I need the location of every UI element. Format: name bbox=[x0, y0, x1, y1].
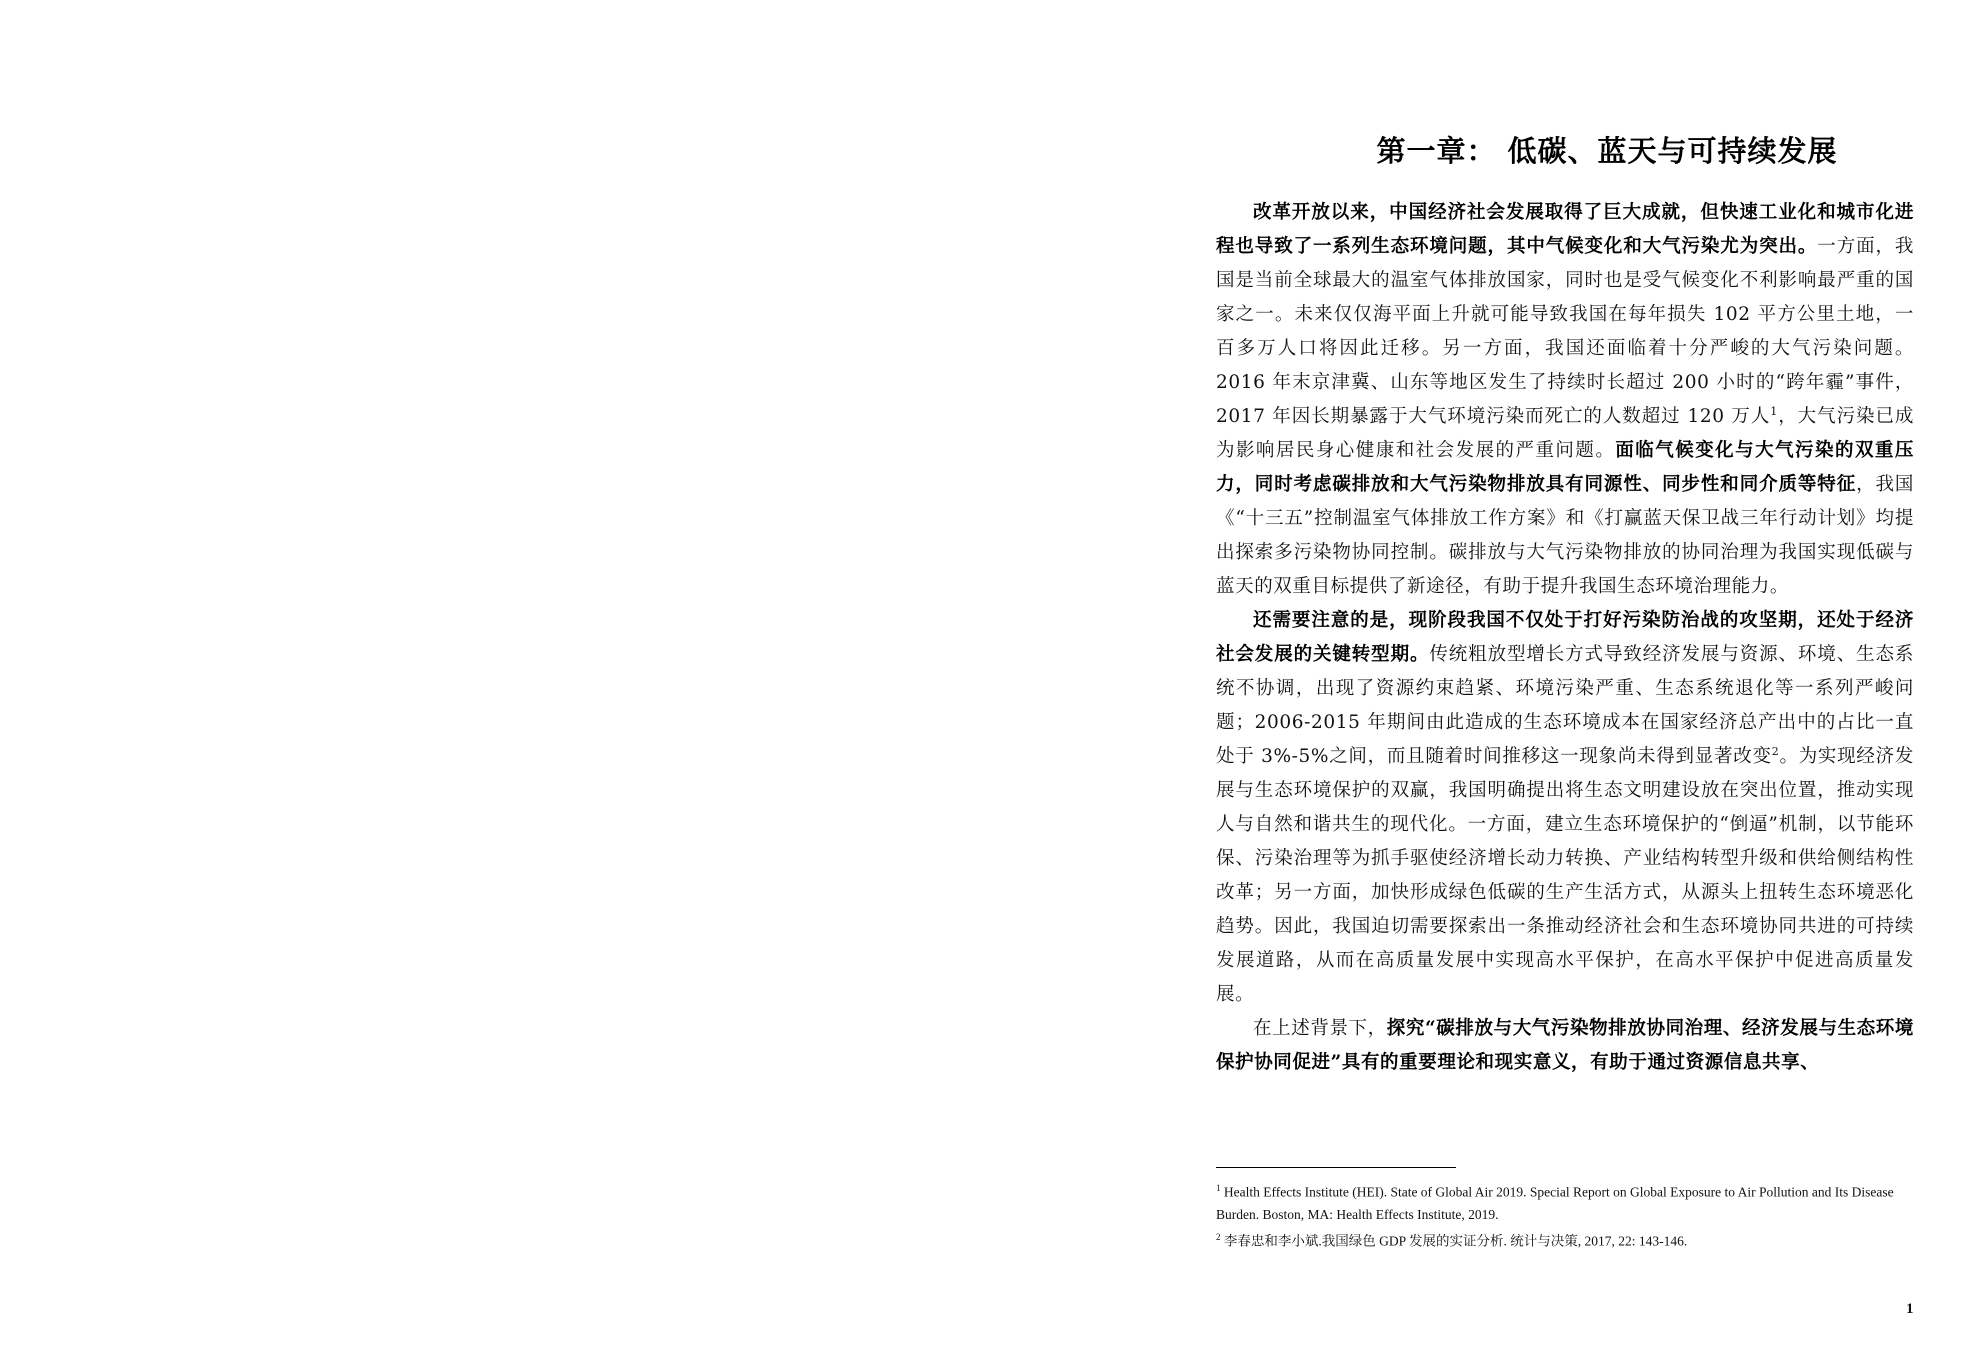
paragraph-2 bbox=[1216, 604, 1914, 1012]
emphasis-text: 还需要注意的是，现阶段我国不仅处于打好污染防治战的攻坚期，还处于经济社会发展的关键转型期。 bbox=[1216, 610, 1914, 665]
emphasis-text: 探究“碳排放与大气污染物排放协同治理、经济发展与生态环境保护协同促进”具有的重要理论和现实意义，有助于通过资源信息共享、 bbox=[1216, 1018, 1914, 1073]
footnotes bbox=[1216, 1177, 1916, 1252]
plain-text: 。为实现经济发展与生态环境保护的双赢，我国明确提出将生态文明建设放在突出位置，推动实现人与自然和谐共生的现代化。一方面，建立生态环境保护的“倒逼”机制，以节能环保、污染治理等为抓手驱使经济增长动力转换、产业结构转型升级和供给侧结构性改革；另一方面，加快形成绿色低碳的生产生活方式，从源头上扭转生态环境恶化趋势。因此，我国迫切需要探索出一条推动经济社会和生态环境协同共进的可持续发展道路，从而在高质量发展中实现高水平保护，在高水平保护中促进高质量发展。 bbox=[1216, 746, 1914, 1005]
footnote-divider bbox=[1216, 1167, 1456, 1168]
paragraph-3 bbox=[1216, 1012, 1914, 1080]
plain-text: 一方面，我国是当前全球最大的温室气体排放国家，同时也是受气候变化不利影响最严重的国家之一。未来仅仅海平面上升就可能导致我国在每年损失 102 平方公里土地，一百多万人口将因此迁移。另一方面，我国还面临着十分严峻的大气污染问题。2016 年末京津冀、山东等地区发生了持续时长超过 200 小时的“跨年霾”事件，2017 年因长期暴露于大气环境污染而死亡的人数超过 120 万人 bbox=[1216, 236, 1914, 427]
footnote-text: Health Effects Institute (HEI). State of Global Air 2019. Special Report on Global Exposure to Air Pollution and Its Disease Burden. Boston, MA: Health Effects Institute, 2019. bbox=[1216, 1184, 1894, 1222]
footnote-ref-1[interactable]: 1 bbox=[1770, 404, 1778, 418]
body-text bbox=[1216, 196, 1914, 1080]
footnote-2 bbox=[1216, 1226, 1916, 1253]
plain-text: 在上述背景下， bbox=[1253, 1018, 1387, 1039]
plain-text: 传统粗放型增长方式导致经济发展与资源、环境、生态系统不协调，出现了资源约束趋紧、环境污染严重、生态系统退化等一系列严峻问题；2006-2015 年期间由此造成的生态环境成本在国家经济总产出中的占比一直处于 3%-5%之间，而且随着时间推移这一现象尚未得到显著改变 bbox=[1216, 644, 1914, 767]
emphasis-text: 面临气候变化与大气污染的双重压力，同时考虑碳排放和大气污染物排放具有同源性、同步性和同介质等特征 bbox=[1216, 440, 1914, 495]
footnote-1 bbox=[1216, 1177, 1916, 1226]
plain-text: ，大气污染已成为影响居民身心健康和社会发展的严重问题。 bbox=[1216, 406, 1914, 461]
plain-text: ，我国《“十三五”控制温室气体排放工作方案》和《打赢蓝天保卫战三年行动计划》均提出探索多污染物协同控制。碳排放与大气污染物排放的协同治理为我国实现低碳与蓝天的双重目标提供了新途径，有助于提升我国生态环境治理能力。 bbox=[1216, 474, 1914, 597]
footnote-mark: 2 bbox=[1216, 1231, 1221, 1242]
page-number: 1 bbox=[1906, 1301, 1914, 1317]
footnote-text: 李春忠和李小斌.我国绿色 GDP 发展的实证分析. 统计与决策, 2017, 22: 143-146. bbox=[1223, 1233, 1688, 1248]
footnote-ref-2[interactable]: 2 bbox=[1771, 744, 1780, 758]
chapter-title: 第一章： 低碳、蓝天与可持续发展 bbox=[1376, 134, 1838, 169]
emphasis-text: 改革开放以来，中国经济社会发展取得了巨大成就，但快速工业化和城市化进程也导致了一系列生态环境问题，其中气候变化和大气污染尤为突出。 bbox=[1216, 202, 1914, 257]
paragraph-1 bbox=[1216, 196, 1914, 604]
footnote-mark: 1 bbox=[1216, 1183, 1221, 1193]
